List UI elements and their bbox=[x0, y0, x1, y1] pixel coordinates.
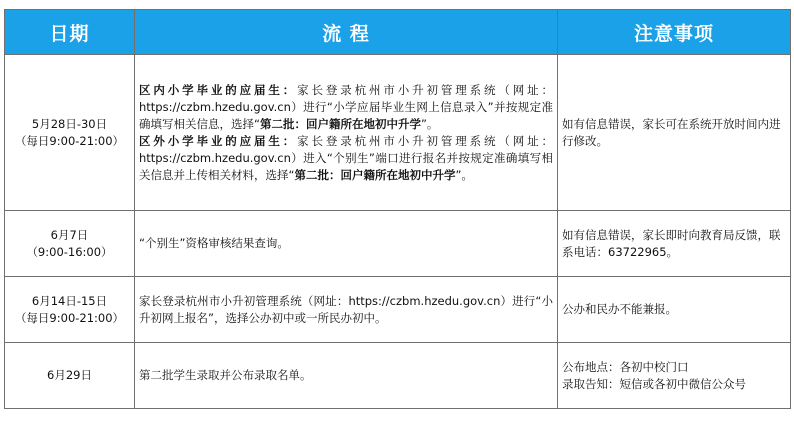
header-row bbox=[5, 10, 791, 55]
flow-text: 家长登录杭州市小升初管理系统（网址：https://czbm.hzedu.gov.cn）进入“个别生”端口进行报名并按规定准确填写相关信息并上传相关材料，选择“ bbox=[139, 133, 553, 182]
table-row bbox=[5, 55, 791, 211]
flow-paragraph bbox=[139, 82, 553, 133]
flow-text-end: ”。 bbox=[455, 167, 473, 182]
flow-bold-label: 区外小学毕业的应届生： bbox=[139, 133, 298, 148]
notes-line: 公布地点：各初中校门口 bbox=[562, 359, 689, 374]
flow-cell: 家长登录杭州市小升初管理系统（网址：https://czbm.hzedu.gov.cn）进行“小升初网上报名”，选择公办初中或一所民办初中。 bbox=[135, 277, 558, 343]
date-cell: 6月29日 bbox=[5, 343, 135, 409]
notes-cell: 如有信息错误，家长可在系统开放时间内进行修改。 bbox=[558, 55, 791, 211]
time-range: （每日9:00-21:00） bbox=[14, 133, 125, 148]
time-range: （9:00-16:00） bbox=[26, 244, 113, 259]
flow-text: 家长登录杭州市小升初管理系统（网址：https://czbm.hzedu.gov.cn）进行“小学应届毕业生网上信息录入”并按规定准确填写相关信息，选择“ bbox=[139, 82, 553, 131]
header-notes: 注意事项 bbox=[558, 10, 791, 55]
flow-bold-choice: 第二批：回户籍所在地初中升学 bbox=[294, 167, 456, 182]
date-range: 6月7日 bbox=[50, 227, 89, 242]
flow-bold-label: 区内小学毕业的应届生： bbox=[139, 82, 298, 97]
table-row bbox=[5, 343, 791, 409]
schedule-table bbox=[4, 9, 791, 409]
flow-text-end: ”。 bbox=[420, 116, 439, 131]
flow-paragraph bbox=[139, 133, 553, 184]
table-row bbox=[5, 211, 791, 277]
time-range: （每日9:00-21:00） bbox=[14, 310, 125, 325]
date-cell bbox=[5, 211, 135, 277]
flow-cell: “个别生”资格审核结果查询。 bbox=[135, 211, 558, 277]
notes-cell bbox=[558, 343, 791, 409]
date-cell bbox=[5, 55, 135, 211]
notes-cell: 公办和民办不能兼报。 bbox=[558, 277, 791, 343]
notes-line: 录取告知：短信或各初中微信公众号 bbox=[562, 376, 746, 391]
flow-cell: 第二批学生录取并公布录取名单。 bbox=[135, 343, 558, 409]
date-range: 5月28日-30日 bbox=[31, 116, 108, 131]
date-cell bbox=[5, 277, 135, 343]
date-range: 6月14日-15日 bbox=[31, 293, 108, 308]
header-date: 日期 bbox=[5, 10, 135, 55]
flow-bold-choice: 第二批：回户籍所在地初中升学 bbox=[259, 116, 421, 131]
flow-cell bbox=[135, 55, 558, 211]
header-flow: 流 程 bbox=[135, 10, 558, 55]
table-row bbox=[5, 277, 791, 343]
notes-cell: 如有信息错误，家长即时向教育局反馈，联系电话：63722965。 bbox=[558, 211, 791, 277]
